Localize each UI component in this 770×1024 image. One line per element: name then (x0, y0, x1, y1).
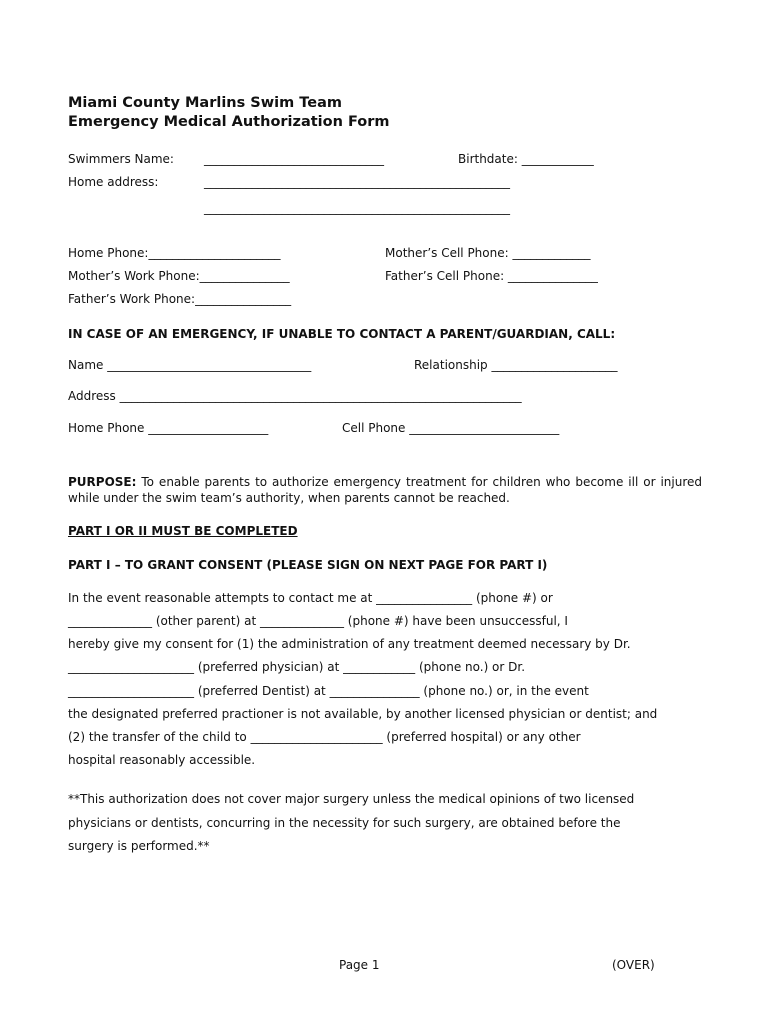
emergency-contact-heading: IN CASE OF AN EMERGENCY, IF UNABLE TO CONTACT A PARENT/GUARDIAN, CALL: (68, 327, 616, 341)
part1-line: hereby give my consent for (1) the administration of any treatment deemed necessary by Dr. (68, 637, 631, 651)
purpose-text: To enable parents to authorize emergency treatment for children who become ill or injured while under the swim team’s authority, when parents cannot be reached. (68, 475, 702, 505)
swimmer-name-label: Swimmers Name: (68, 152, 174, 166)
emergency-address-field[interactable]: Address ___________________________________________________________________ (68, 389, 522, 403)
swimmer-name-field[interactable]: ______________________________ (204, 152, 384, 166)
home-address-label: Home address: (68, 175, 159, 189)
part1-line: (2) the transfer of the child to ______________________ (preferred hospital) or any other (68, 730, 581, 744)
emergency-name-field[interactable]: Name __________________________________ (68, 358, 312, 372)
part1-line: ______________ (other parent) at ______________ (phone #) have been unsuccessful, I (68, 614, 568, 628)
part1-line: hospital reasonably accessible. (68, 753, 256, 767)
father-work-phone-field[interactable]: Father’s Work Phone:________________ (68, 292, 292, 306)
form-title-line1: Miami County Marlins Swim Team (68, 95, 342, 111)
home-address-line2[interactable]: ___________________________________________________ (204, 201, 510, 215)
purpose-label: PURPOSE: (68, 475, 137, 489)
part-notice: PART I OR II MUST BE COMPLETED (68, 524, 298, 538)
home-address-line1[interactable]: ___________________________________________________ (204, 175, 510, 189)
surgery-note-line: physicians or dentists, concurring in the necessity for such surgery, are obtained before the (68, 816, 621, 830)
emergency-home-phone-field[interactable]: Home Phone ____________________ (68, 421, 269, 435)
page-number: Page 1 (339, 958, 380, 972)
part1-heading: PART I – TO GRANT CONSENT (PLEASE SIGN ON NEXT PAGE FOR PART I) (68, 558, 548, 572)
father-cell-phone-field[interactable]: Father’s Cell Phone: _______________ (385, 269, 598, 283)
mother-work-phone-field[interactable]: Mother’s Work Phone:_______________ (68, 269, 290, 283)
part1-line: the designated preferred practioner is not available, by another licensed physician or dentist; and (68, 707, 658, 721)
form-title-line2: Emergency Medical Authorization Form (68, 114, 390, 130)
purpose-paragraph (68, 474, 702, 506)
part1-line: _____________________ (preferred Dentist) at _______________ (phone no.) or, in the event (68, 684, 589, 698)
emergency-cell-phone-field[interactable]: Cell Phone _________________________ (342, 421, 560, 435)
home-phone-field[interactable]: Home Phone:______________________ (68, 246, 281, 260)
part1-line: _____________________ (preferred physician) at ____________ (phone no.) or Dr. (68, 660, 526, 674)
part1-line: In the event reasonable attempts to contact me at ________________ (phone #) or (68, 591, 553, 605)
birthdate-field[interactable]: Birthdate: ____________ (458, 152, 594, 166)
over-indicator: (OVER) (612, 958, 655, 972)
surgery-note-line: surgery is performed.** (68, 839, 210, 853)
emergency-relationship-field[interactable]: Relationship _____________________ (414, 358, 618, 372)
mother-cell-phone-field[interactable]: Mother’s Cell Phone: _____________ (385, 246, 591, 260)
surgery-note-line: **This authorization does not cover major surgery unless the medical opinions of two licensed (68, 792, 635, 806)
